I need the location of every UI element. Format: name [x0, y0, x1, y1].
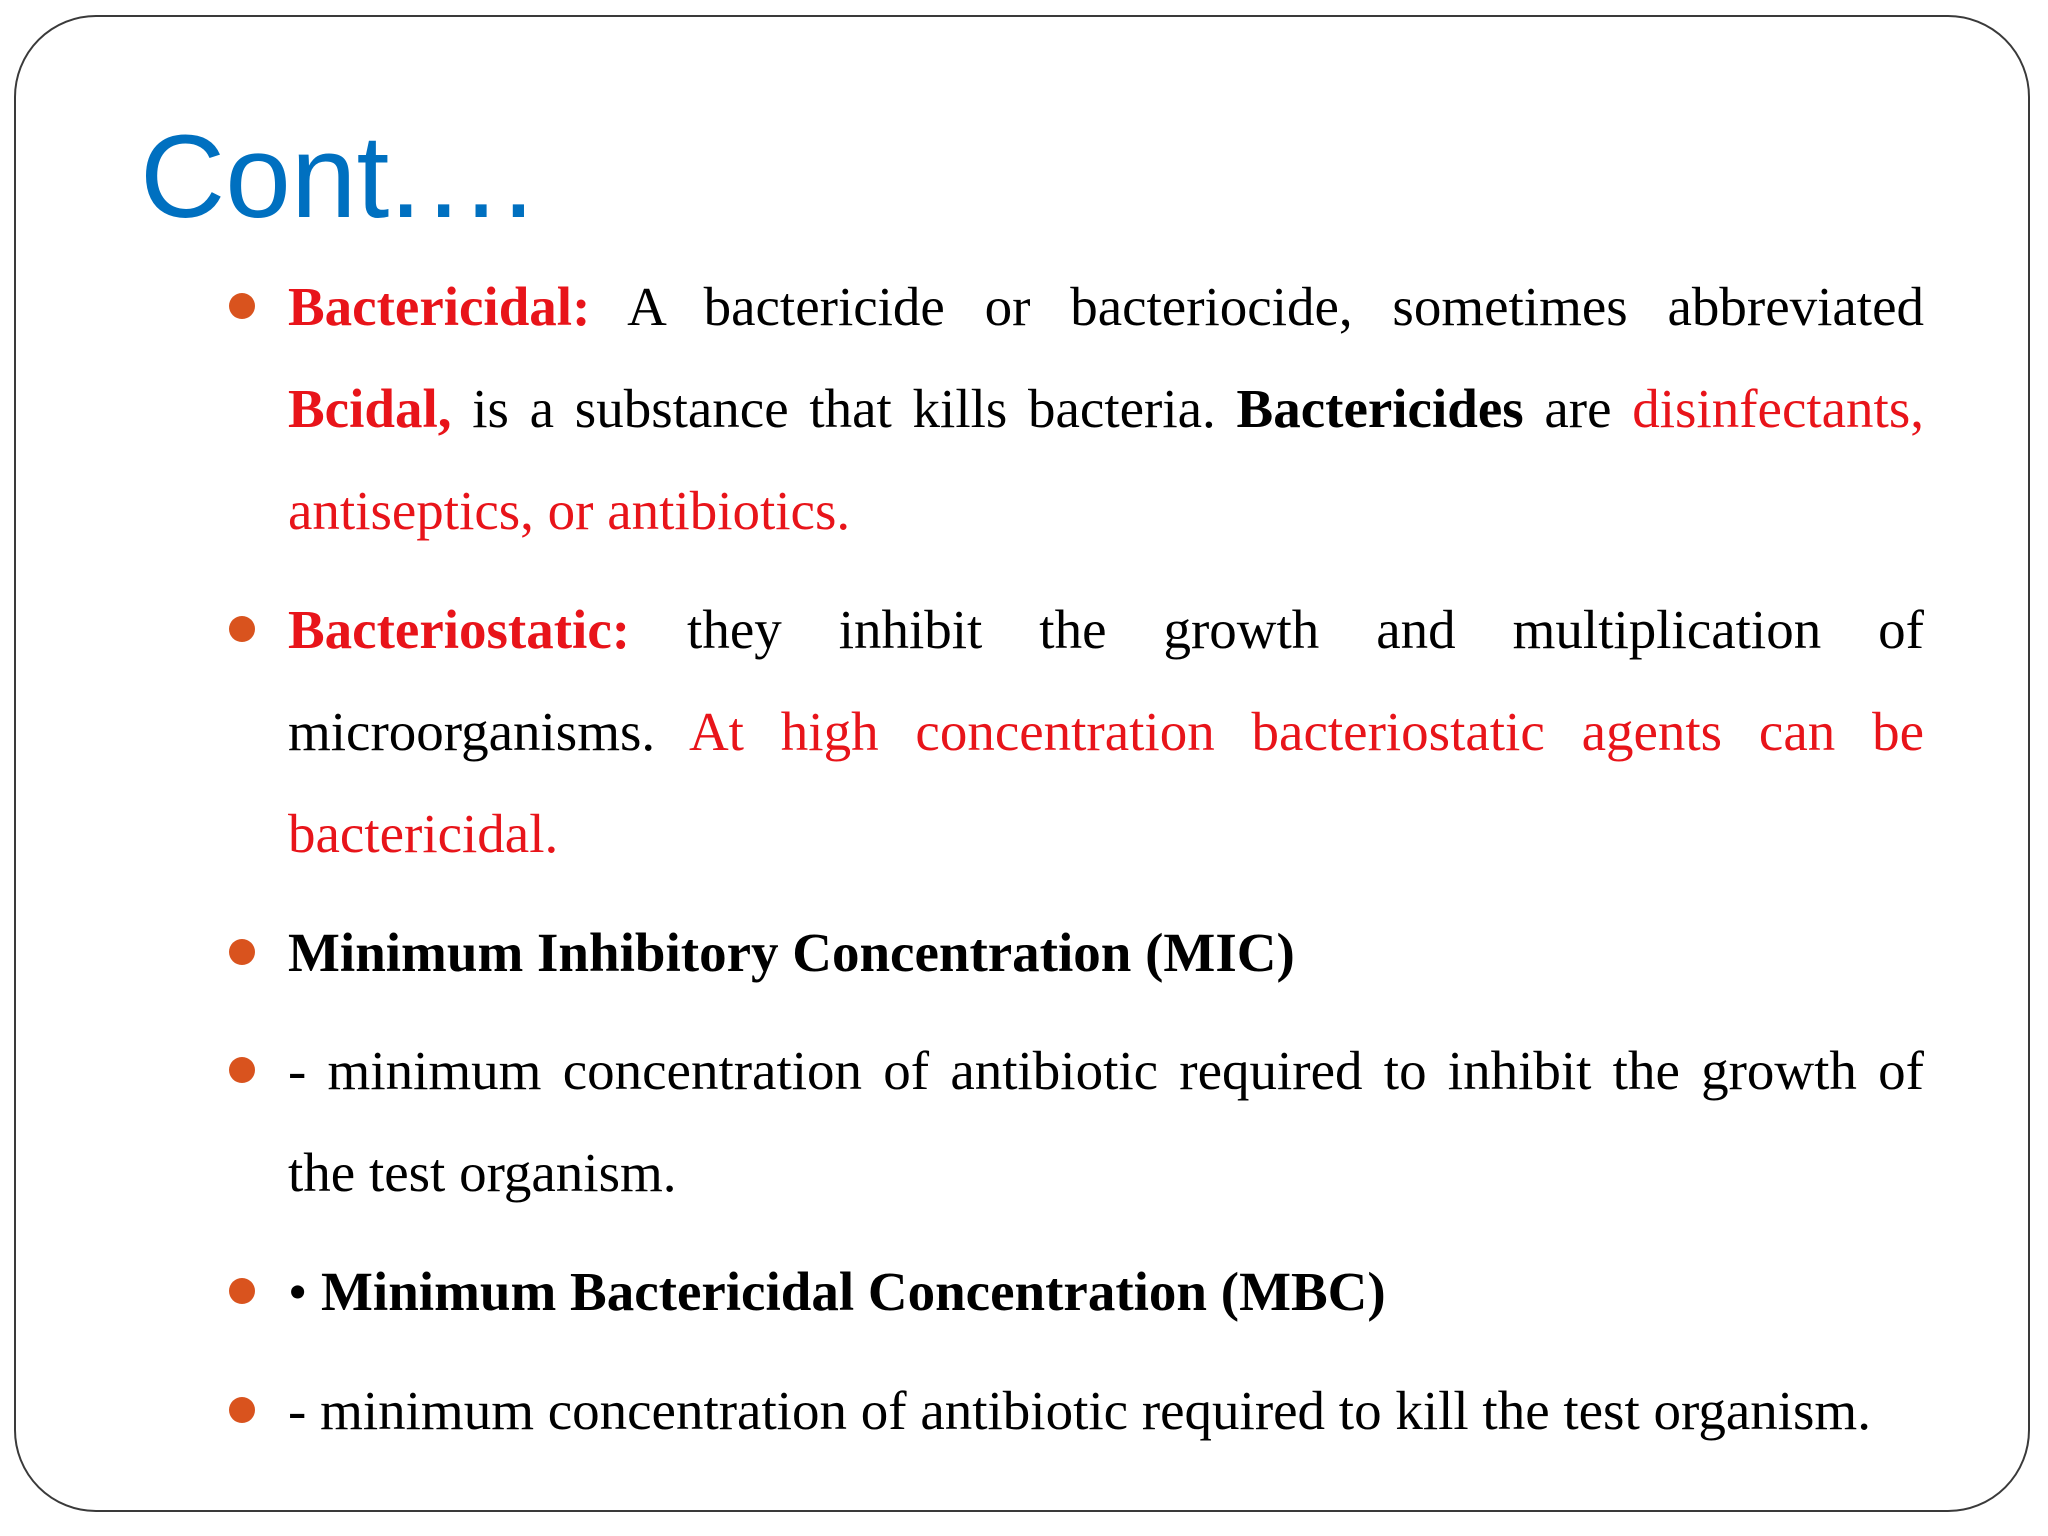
- term-bacteriostatic: Bacteriostatic:: [288, 599, 631, 660]
- mbc-heading: Minimum Bactericidal Concentration (MBC): [321, 1261, 1386, 1322]
- bullet-dot-icon: [229, 293, 255, 319]
- bacteriostatic-definition: they inhibit the growth and multiplication of microorganisms.: [288, 599, 1924, 762]
- slide-title: Cont.…: [140, 111, 541, 243]
- bullet-mbc-heading: [288, 1241, 1924, 1343]
- mbc-prefix: •: [288, 1261, 322, 1322]
- mic-heading: Minimum Inhibitory Concentration (MIC): [288, 922, 1295, 983]
- bactericidal-definition: A bactericide or bacteriocide, sometimes abbreviated: [590, 276, 1924, 337]
- bullet-dot-icon: [229, 616, 255, 642]
- bullet-mbc-definition: [288, 1360, 1924, 1462]
- bullet-mic-definition: [288, 1020, 1924, 1224]
- abbreviation-bcidal: Bcidal,: [288, 378, 452, 439]
- bactericide-examples: disinfectants, antiseptics, or antibiotics.: [288, 378, 1924, 541]
- bullet-dot-icon: [229, 939, 255, 965]
- bactericides-connector: are: [1523, 378, 1633, 439]
- bacteriostatic-highlight: At high concentration bacteriostatic agents can be bactericidal.: [288, 701, 1924, 864]
- bullet-dot-icon: [229, 1057, 255, 1083]
- bullet-bactericidal: [288, 256, 1924, 562]
- term-bactericides: Bactericides: [1236, 378, 1524, 439]
- term-bactericidal: Bactericidal:: [288, 276, 591, 337]
- mic-definition: - minimum concentration of antibiotic required to inhibit the growth of the test organism.: [288, 1040, 1924, 1203]
- bullet-dot-icon: [229, 1278, 255, 1304]
- mbc-definition: - minimum concentration of antibiotic required to kill the test organism.: [288, 1380, 1871, 1441]
- bullet-mic-heading: [288, 902, 1924, 1004]
- bullet-dot-icon: [229, 1397, 255, 1423]
- bullet-bacteriostatic: [288, 579, 1924, 885]
- bactericidal-description: is a substance that kills bacteria.: [451, 378, 1237, 439]
